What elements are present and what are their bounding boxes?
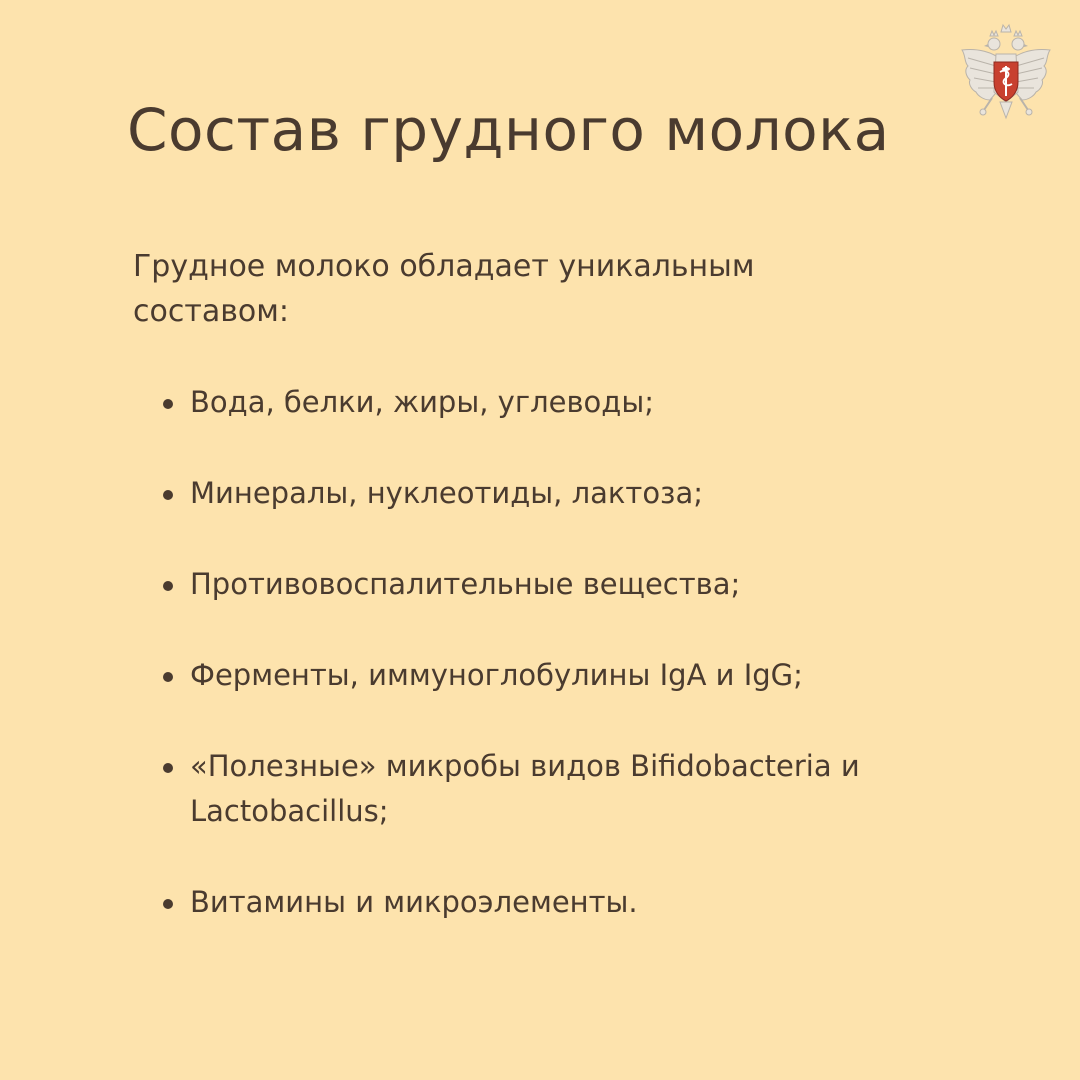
- double-headed-eagle-emblem-icon: [956, 22, 1056, 126]
- intro-text: Грудное молоко обладает уникальным составом:: [133, 249, 755, 329]
- list-item: «Полезные» микробы видов Bifidobacteria и Lactobacillus;: [190, 744, 990, 834]
- composition-list: [190, 380, 990, 971]
- list-item: Витамины и микроэлементы.: [190, 880, 990, 925]
- list-item: Вода, белки, жиры, углеводы;: [190, 380, 990, 425]
- page-title: Состав грудного молока: [127, 96, 890, 164]
- list-item: Ферменты, иммуноглобулины IgA и IgG;: [190, 653, 990, 698]
- list-item: Противовоспалительные вещества;: [190, 562, 990, 607]
- list-item: Минералы, нуклеотиды, лактоза;: [190, 471, 990, 516]
